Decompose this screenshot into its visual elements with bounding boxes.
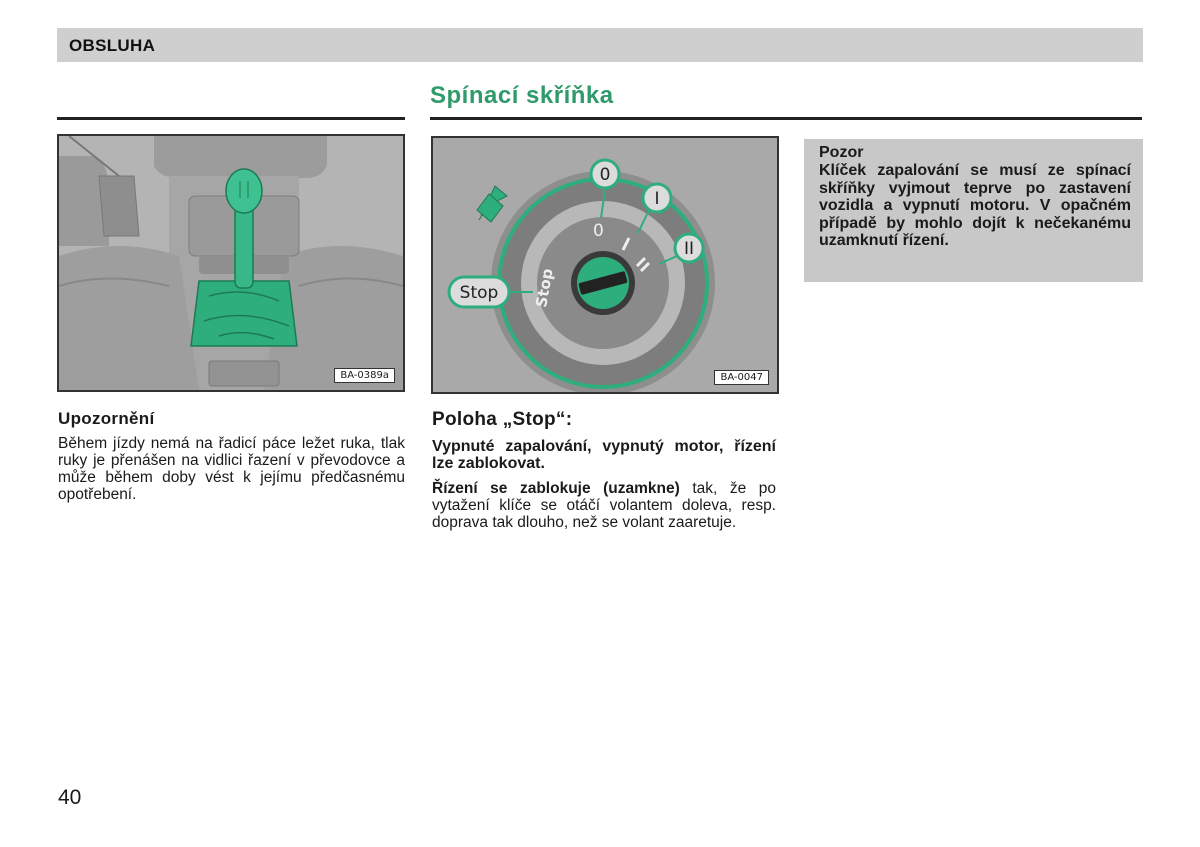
ring-mark-zero: 0 <box>593 221 604 241</box>
ignition-switch-figure <box>431 136 779 394</box>
ring-stop-text: Stop <box>532 267 557 309</box>
gear-lever-illustration <box>59 136 403 390</box>
note-text: Během jízdy nemá na řadicí páce ležet ruka, tlak ruky je přenášen na vidlici řazení v převodovce a může během doby vést k jejímu předčasnému opotřebení. <box>58 435 405 503</box>
warning-box <box>804 139 1143 282</box>
divider-left <box>57 117 405 120</box>
divider-right <box>430 117 1142 120</box>
section-header-label: OBSLUHA <box>69 36 156 55</box>
position-2-label: II <box>683 239 695 259</box>
warning-title: Pozor <box>819 144 864 161</box>
section-header-bar <box>57 28 1143 62</box>
steering-lock-lead: Řízení se zablokuje (uzamkne) <box>432 480 680 497</box>
note-heading: Upozornění <box>58 409 155 428</box>
position-1-label: I <box>654 189 660 209</box>
steering-lock-paragraph <box>432 480 776 531</box>
gear-lever-figure <box>57 134 405 392</box>
page-title: Spínací skříňka <box>430 82 614 109</box>
steering-lock-text: tak, že po vytažení klíče se otáčí volantem doleva, resp. doprava tak dlouho, než se volant zaaretuje. <box>432 480 776 531</box>
warning-text: Klíček zapalování se musí ze spínací skříňky vyjmout teprve po zastavení vozidla a vypnutí motoru. V opačném případě by mohlo dojít k nečekanému uzamknutí řízení. <box>819 162 1131 249</box>
figure-code: BA-0047 <box>714 370 769 385</box>
figure-code: BA-0389a <box>334 368 395 383</box>
page-number: 40 <box>58 786 82 809</box>
stop-position-summary: Vypnuté zapalování, vypnutý motor, řízení lze zablokovat. <box>432 438 776 472</box>
position-0-label: 0 <box>599 165 611 185</box>
stop-callout-label: Stop <box>459 283 499 303</box>
ignition-switch-illustration <box>433 138 777 392</box>
stop-position-heading: Poloha „Stop“: <box>432 409 573 430</box>
